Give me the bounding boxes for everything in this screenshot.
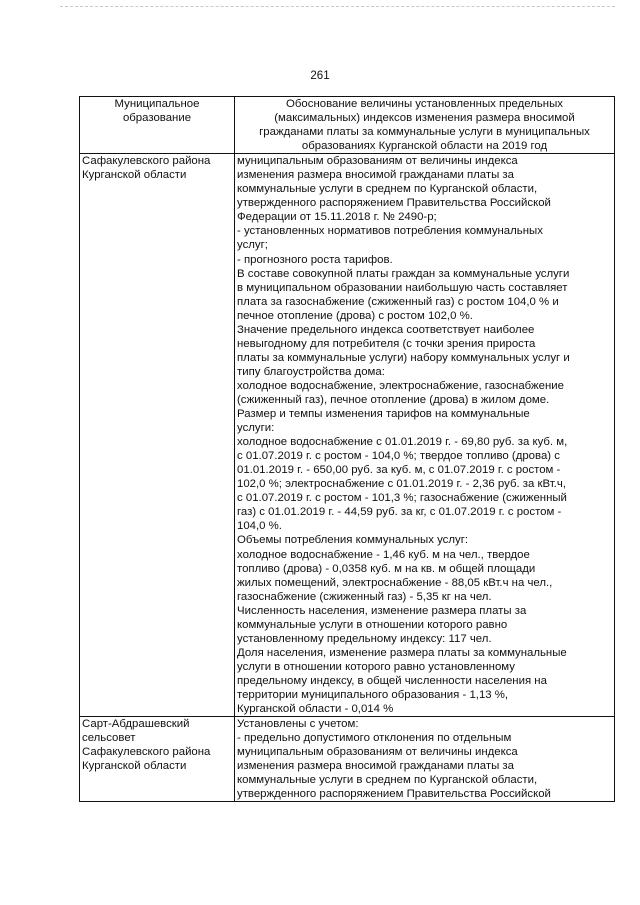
text-line: 104,0 %.: [237, 520, 282, 533]
text-line: изменения размера вносимой гражданами платы за: [237, 169, 514, 182]
text-line: услуги:: [237, 422, 275, 435]
text-line: с 01.07.2019 г. с ростом - 104,0 %; твердое топливо (дрова) с: [237, 450, 560, 463]
text-line: газ) с 01.01.2019 г. - 44,59 руб. за кг, с 01.07.2019 г. с ростом -: [237, 506, 562, 519]
text-line: топливо (дрова) - 0,0358 куб. м на кв. м общей площади: [237, 562, 536, 575]
text-line: Численность населения, изменение размера платы за: [237, 604, 527, 617]
text-line: коммунальные услуги в отношении которого равно: [237, 618, 508, 631]
justification-cell: [235, 717, 615, 802]
text-line: территории муниципального образования - 1,13 %,: [237, 688, 509, 701]
text-line: невыгодному для потребителя (с точки зрения прироста: [237, 337, 536, 350]
text-line: плата за газоснабжение (сжиженный газ) с ростом 104,0 % и: [237, 295, 559, 308]
municipality-line: Сарт-Абдрашевский: [82, 718, 190, 731]
text-line: Размер и темпы изменения тарифов на коммунальные: [237, 408, 530, 421]
text-line: печное отопление (дрова) с ростом 102,0 %.: [237, 309, 473, 322]
text-line: холодное водоснабжение с 01.01.2019 г. - 69,80 руб. за куб. м,: [237, 436, 568, 449]
municipality-line: Сафакулевского района: [82, 746, 211, 759]
text-line: предельному индексу, в общей численности населения на: [237, 674, 547, 687]
text-line: установленному предельному индексу: 117 чел.: [237, 632, 492, 645]
header-municipality-line: Муниципальное: [114, 98, 200, 110]
text-line: услуги в отношении которого равно установленному: [237, 660, 515, 673]
text-line: жилых помещений, электроснабжение - 88,05 кВт.ч на чел.,: [237, 576, 553, 589]
text-line: - установленных нормативов потребления коммунальных: [237, 225, 543, 238]
page-number: 261: [310, 70, 330, 82]
scan-artifact-line: [60, 6, 615, 7]
justification-cell: [235, 154, 615, 717]
text-line: (сжиженный газ), печное отопление (дрова) в жилом доме.: [237, 393, 550, 406]
text-line: газоснабжение (сжиженный газ) - 5,35 кг на чел.: [237, 590, 492, 603]
text-line: коммунальные услуги в среднем по Курганской области,: [237, 183, 538, 196]
text-line: Курганской области - 0,014 %: [237, 703, 394, 716]
text-line: утвержденного распоряжением Правительства Российской: [237, 788, 551, 801]
text-line: Федерации от 15.11.2018 г. № 2490-р;: [237, 211, 437, 224]
header-municipality-line: образование: [122, 112, 192, 125]
text-line: в муниципальном образовании наибольшую часть составляет: [237, 281, 568, 294]
table-row: [80, 154, 615, 717]
index-justification-table: [79, 96, 615, 802]
header-justification-line: гражданами платы за коммунальные услуги в муниципальных: [259, 126, 590, 139]
text-line: коммунальные услуги в среднем по Курганской области,: [237, 774, 538, 787]
header-justification-line: Обоснование величины установленных предельных: [286, 98, 563, 110]
municipality-line: Сафакулевского района: [82, 155, 211, 168]
text-line: Доля населения, изменение размера платы за коммунальные: [237, 646, 567, 659]
text-line: холодное водоснабжение, электроснабжение, газоснабжение: [237, 379, 564, 392]
text-line: с 01.07.2019 г. с ростом - 101,3 %; газоснабжение (сжиженный: [237, 492, 567, 505]
text-line: Значение предельного индекса соответствует наиболее: [237, 323, 535, 336]
text-line: утвержденного распоряжением Правительства Российской: [237, 197, 551, 210]
text-line: - предельно допустимого отклонения по отдельным: [237, 732, 512, 745]
text-line: изменения размера вносимой гражданами платы за: [237, 760, 514, 773]
text-line: 01.01.2019 г. - 650,00 руб. за куб. м, с 01.07.2019 г. с ростом -: [237, 464, 561, 477]
text-line: услуг;: [237, 239, 268, 252]
text-line: типу благоустройства дома:: [237, 365, 385, 378]
text-line: муниципальным образованиям от величины индекса: [237, 746, 518, 759]
text-line: Установлены с учетом:: [237, 718, 359, 731]
header-justification-line: (максимальных) индексов изменения размера вносимой: [274, 112, 575, 125]
text-line: В составе совокупной платы граждан за коммунальные услуги: [237, 267, 570, 280]
text-line: муниципальным образованиям от величины индекса: [237, 155, 518, 168]
header-justification-line: образованиях Курганской области на 2019 год: [301, 140, 548, 153]
table-row: [80, 717, 615, 802]
municipality-line: сельсовет: [82, 732, 136, 745]
municipality-cell: [80, 717, 235, 802]
municipality-line: Курганской области: [82, 169, 187, 182]
municipality-line: Курганской области: [82, 760, 187, 773]
text-line: 102,0 %; электроснабжение с 01.01.2019 г. - 2,36 руб. за кВт.ч,: [237, 478, 566, 491]
text-line: - прогнозного роста тарифов.: [237, 253, 393, 266]
table-header-row: [80, 97, 615, 154]
text-line: холодное водоснабжение - 1,46 куб. м на чел., твердое: [237, 548, 530, 561]
municipality-cell: [80, 154, 235, 717]
text-line: Объемы потребления коммунальных услуг:: [237, 534, 469, 547]
text-line: платы за коммунальные услуги) набору коммунальных услуг и: [237, 351, 570, 364]
header-justification: [235, 97, 615, 154]
header-municipality: [80, 97, 235, 154]
